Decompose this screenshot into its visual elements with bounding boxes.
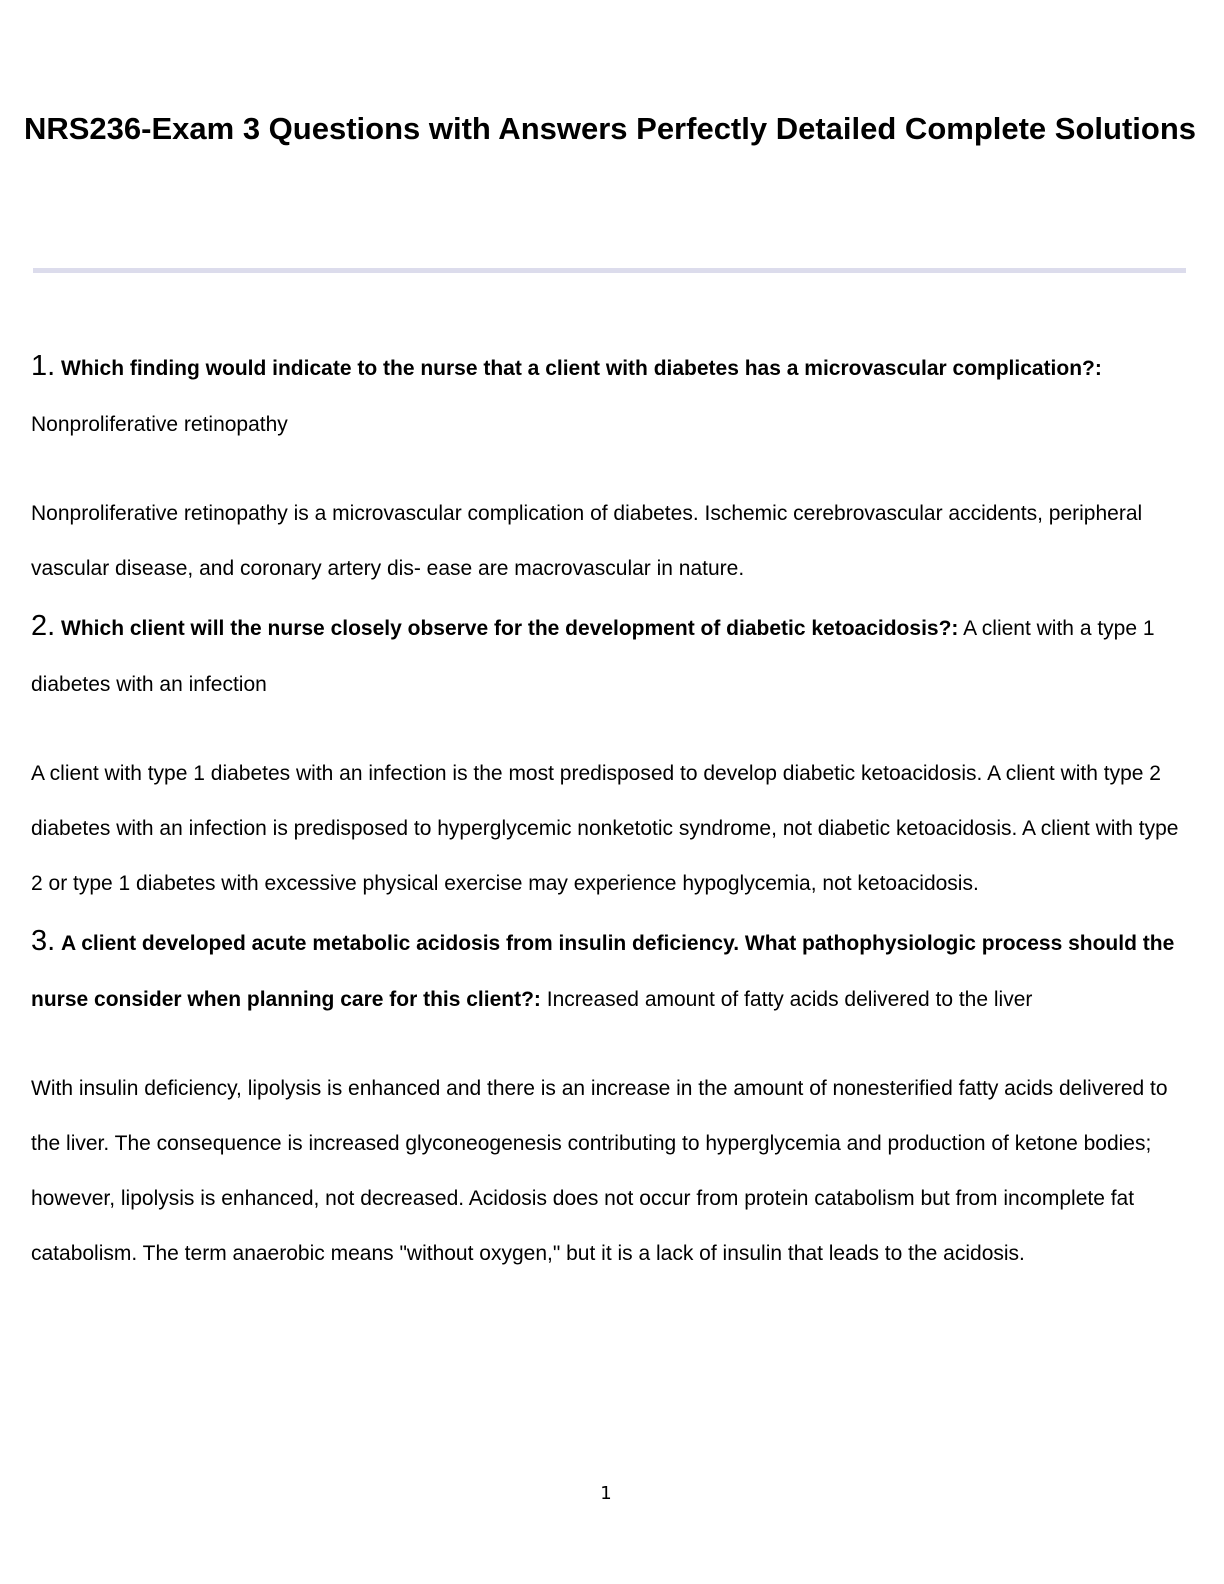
question-line: [31, 913, 1193, 1028]
question-item-3: [31, 913, 1193, 1281]
rationale-text: Nonproliferative retinopathy is a microvascular complication of diabetes. Ischemic cerebrovascular accidents, peripheral vascular disease, and coronary artery dis- ease are macrovascular in nature.: [31, 502, 1143, 580]
question-number: 2.: [31, 610, 56, 642]
rationale-text: A client with type 1 diabetes with an infection is the most predisposed to develop diabetic ketoacidosis. A client with type 2 diabetes with an infection is predisposed to hyperglycemic nonketotic syndrome, not diabetic ketoacidosis. A client with type 2 or type 1 diabetes with excessive physical exercise may experience hypoglycemia, not ketoacidosis.: [31, 762, 1179, 895]
page-number: 1: [600, 1483, 612, 1504]
question-line: [31, 598, 1193, 713]
question-item-2: [31, 598, 1193, 911]
answer-text: Increased amount of fatty acids delivered to the liver: [546, 988, 1033, 1011]
page-title: NRS236-Exam 3 Questions with Answers Perfectly Detailed Complete Solutions: [23, 111, 1196, 146]
question-text: A client developed acute metabolic acidosis from insulin deficiency. What pathophysiologic process should the nurse consider when planning care for this client?:: [31, 932, 1175, 1011]
question-line: [31, 338, 1193, 453]
title-divider: [33, 268, 1186, 273]
question-item-1: [31, 338, 1193, 596]
rationale-text: With insulin deficiency, lipolysis is enhanced and there is an increase in the amount of nonesterified fatty acids delivered to the liver. The consequence is increased glyconeogenesis contributing to hyperglycemia and production of ketone bodies; however, lipolysis is enhanced, not decreased. Acidosis does not occur from protein catabolism but from incomplete fat catabolism. The term anaerobic means "without oxygen," but it is a lack of insulin that leads to the acidosis.: [31, 1077, 1168, 1265]
question-text: Which client will the nurse closely observe for the development of diabetic ketoacidosis?:: [61, 617, 959, 640]
question-number: 1.: [31, 350, 56, 382]
question-number: 3.: [31, 925, 56, 957]
question-text: Which finding would indicate to the nurse that a client with diabetes has a microvascular complication?:: [61, 357, 1102, 380]
answer-text: Nonproliferative retinopathy: [31, 413, 288, 436]
question-list: [31, 338, 1193, 1281]
answer-text: A client with a type 1 diabetes with an infection: [31, 617, 1155, 696]
